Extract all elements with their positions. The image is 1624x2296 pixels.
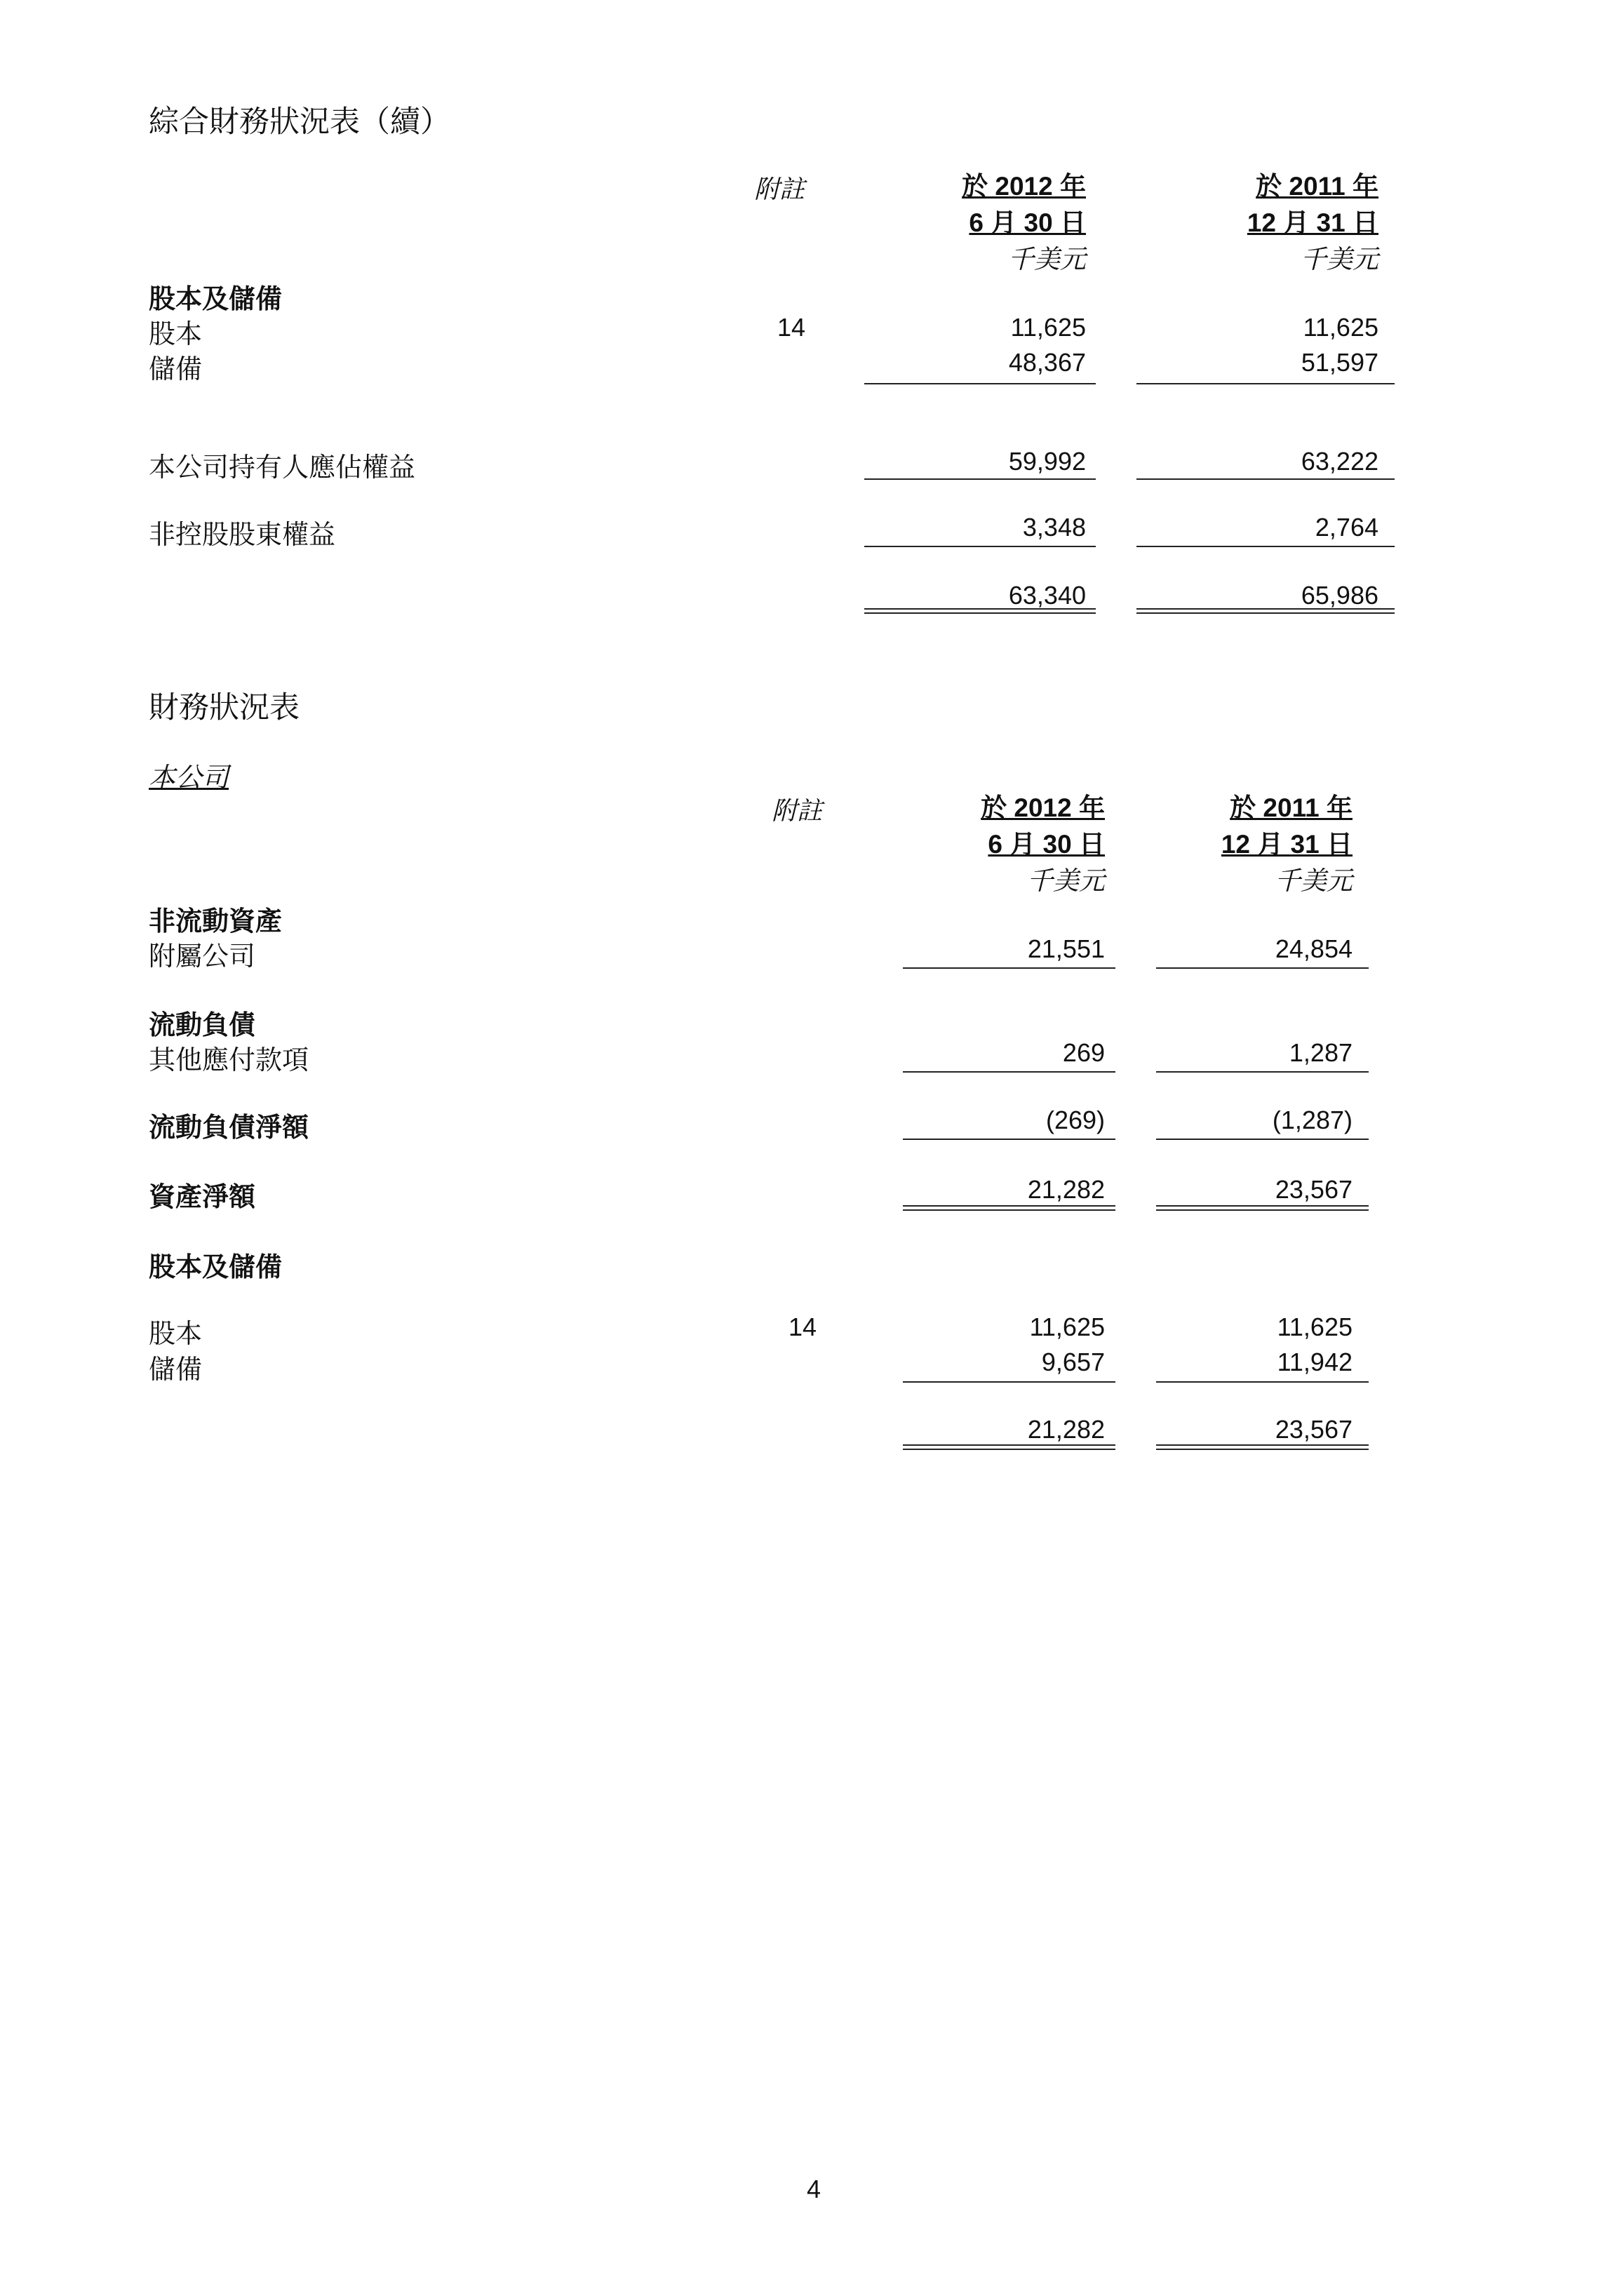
- section2-col2-header: [1221, 790, 1353, 899]
- total-double-rule: [1136, 608, 1395, 614]
- col1-date-line2: 6 月 30 日: [988, 830, 1105, 859]
- row-value-2012: 11,625: [1010, 313, 1086, 342]
- col2-date-line2: 12 月 31 日: [1221, 830, 1353, 859]
- reserves-label: 儲備: [149, 1355, 203, 1385]
- net-assets-label: 資產淨額: [149, 1183, 256, 1212]
- subtotal-rule: [1156, 1139, 1369, 1140]
- reserves-2011: 11,942: [1277, 1348, 1353, 1376]
- subtotal-rule: [864, 478, 1096, 480]
- subtotal-rule: [864, 383, 1096, 384]
- row-value-2011: 63,222: [1301, 447, 1378, 476]
- col2-date-line1: 於 2011 年: [1256, 172, 1378, 201]
- subtotal-rule: [1136, 546, 1395, 547]
- section1-col2-header: [1247, 168, 1378, 278]
- subsidiaries-2011: 24,854: [1275, 934, 1353, 963]
- col2-date-line2: 12 月 31 日: [1247, 208, 1378, 237]
- noncurrent-assets-heading: 非流動資產: [149, 907, 283, 936]
- section1-col1-header: [962, 168, 1086, 278]
- subtotal-rule: [1156, 967, 1369, 969]
- page-number: 4: [807, 2175, 821, 2203]
- subtotal-rule: [1156, 1381, 1369, 1383]
- share-capital-note: 14: [788, 1313, 817, 1341]
- net-assets-2012: 21,282: [1027, 1175, 1105, 1204]
- subsidiaries-label: 附屬公司: [149, 942, 256, 972]
- subtotal-rule: [903, 1071, 1115, 1073]
- section2-subtitle: 本公司: [149, 763, 229, 793]
- row-label: 儲備: [149, 355, 203, 384]
- total-double-rule: [903, 1444, 1115, 1450]
- section1-note-header: 附註: [754, 175, 805, 203]
- share-capital-label: 股本: [149, 1320, 203, 1349]
- total-double-rule: [864, 608, 1096, 614]
- net-current-liabilities-2012: (269): [1045, 1106, 1105, 1134]
- col2-unit: 千美元: [1301, 245, 1378, 274]
- section1-equity-heading: 股本及儲備: [149, 285, 283, 314]
- section2-note-header: 附註: [772, 796, 823, 825]
- row-value-2011: 11,625: [1303, 313, 1378, 342]
- subtotal-rule: [1136, 478, 1395, 480]
- col2-unit: 千美元: [1275, 866, 1353, 895]
- row-value-2012: 48,367: [1008, 348, 1086, 377]
- row-note: 14: [777, 313, 806, 342]
- col2-date-line1: 於 2011 年: [1230, 793, 1353, 822]
- other-payables-2012: 269: [1062, 1038, 1105, 1067]
- row-value-2012: 59,992: [1008, 447, 1086, 476]
- net-current-liabilities-label: 流動負債淨額: [149, 1113, 309, 1143]
- subtotal-rule: [903, 1381, 1115, 1383]
- subtotal-rule: [864, 546, 1096, 547]
- other-payables-label: 其他應付款項: [149, 1046, 309, 1075]
- total-2011: 23,567: [1275, 1415, 1353, 1444]
- col1-date-line1: 於 2012 年: [962, 172, 1086, 201]
- section2-col1-header: [981, 790, 1105, 899]
- subtotal-rule: [903, 1139, 1115, 1140]
- net-current-liabilities-2011: (1,287): [1272, 1106, 1353, 1134]
- col1-date-line1: 於 2012 年: [981, 793, 1105, 822]
- row-label: 非控股股東權益: [149, 521, 336, 550]
- section1-title: 綜合財務狀況表（續）: [149, 105, 450, 139]
- total-2012: 21,282: [1027, 1415, 1105, 1444]
- total-value-2011: 65,986: [1301, 581, 1378, 610]
- section2-equity-heading: 股本及儲備: [149, 1253, 283, 1282]
- row-value-2012: 3,348: [1022, 513, 1086, 542]
- total-value-2012: 63,340: [1008, 581, 1086, 610]
- total-double-rule: [903, 1205, 1115, 1211]
- subtotal-rule: [1136, 383, 1395, 384]
- section2-title: 財務狀況表: [149, 691, 300, 725]
- net-assets-2011: 23,567: [1275, 1175, 1353, 1204]
- row-label: 本公司持有人應佔權益: [149, 453, 416, 483]
- subtotal-rule: [903, 967, 1115, 969]
- col1-unit: 千美元: [1008, 245, 1086, 274]
- reserves-2012: 9,657: [1041, 1348, 1105, 1376]
- total-double-rule: [1156, 1205, 1369, 1211]
- other-payables-2011: 1,287: [1289, 1038, 1353, 1067]
- row-label: 股本: [149, 320, 203, 349]
- total-double-rule: [1156, 1444, 1369, 1450]
- col1-unit: 千美元: [1027, 866, 1105, 895]
- row-value-2011: 2,764: [1315, 513, 1378, 542]
- subtotal-rule: [1156, 1071, 1369, 1073]
- col1-date-line2: 6 月 30 日: [969, 208, 1086, 237]
- share-capital-2011: 11,625: [1277, 1313, 1353, 1341]
- current-liabilities-heading: 流動負債: [149, 1011, 256, 1040]
- share-capital-2012: 11,625: [1029, 1313, 1105, 1341]
- row-value-2011: 51,597: [1301, 348, 1378, 377]
- subsidiaries-2012: 21,551: [1027, 934, 1105, 963]
